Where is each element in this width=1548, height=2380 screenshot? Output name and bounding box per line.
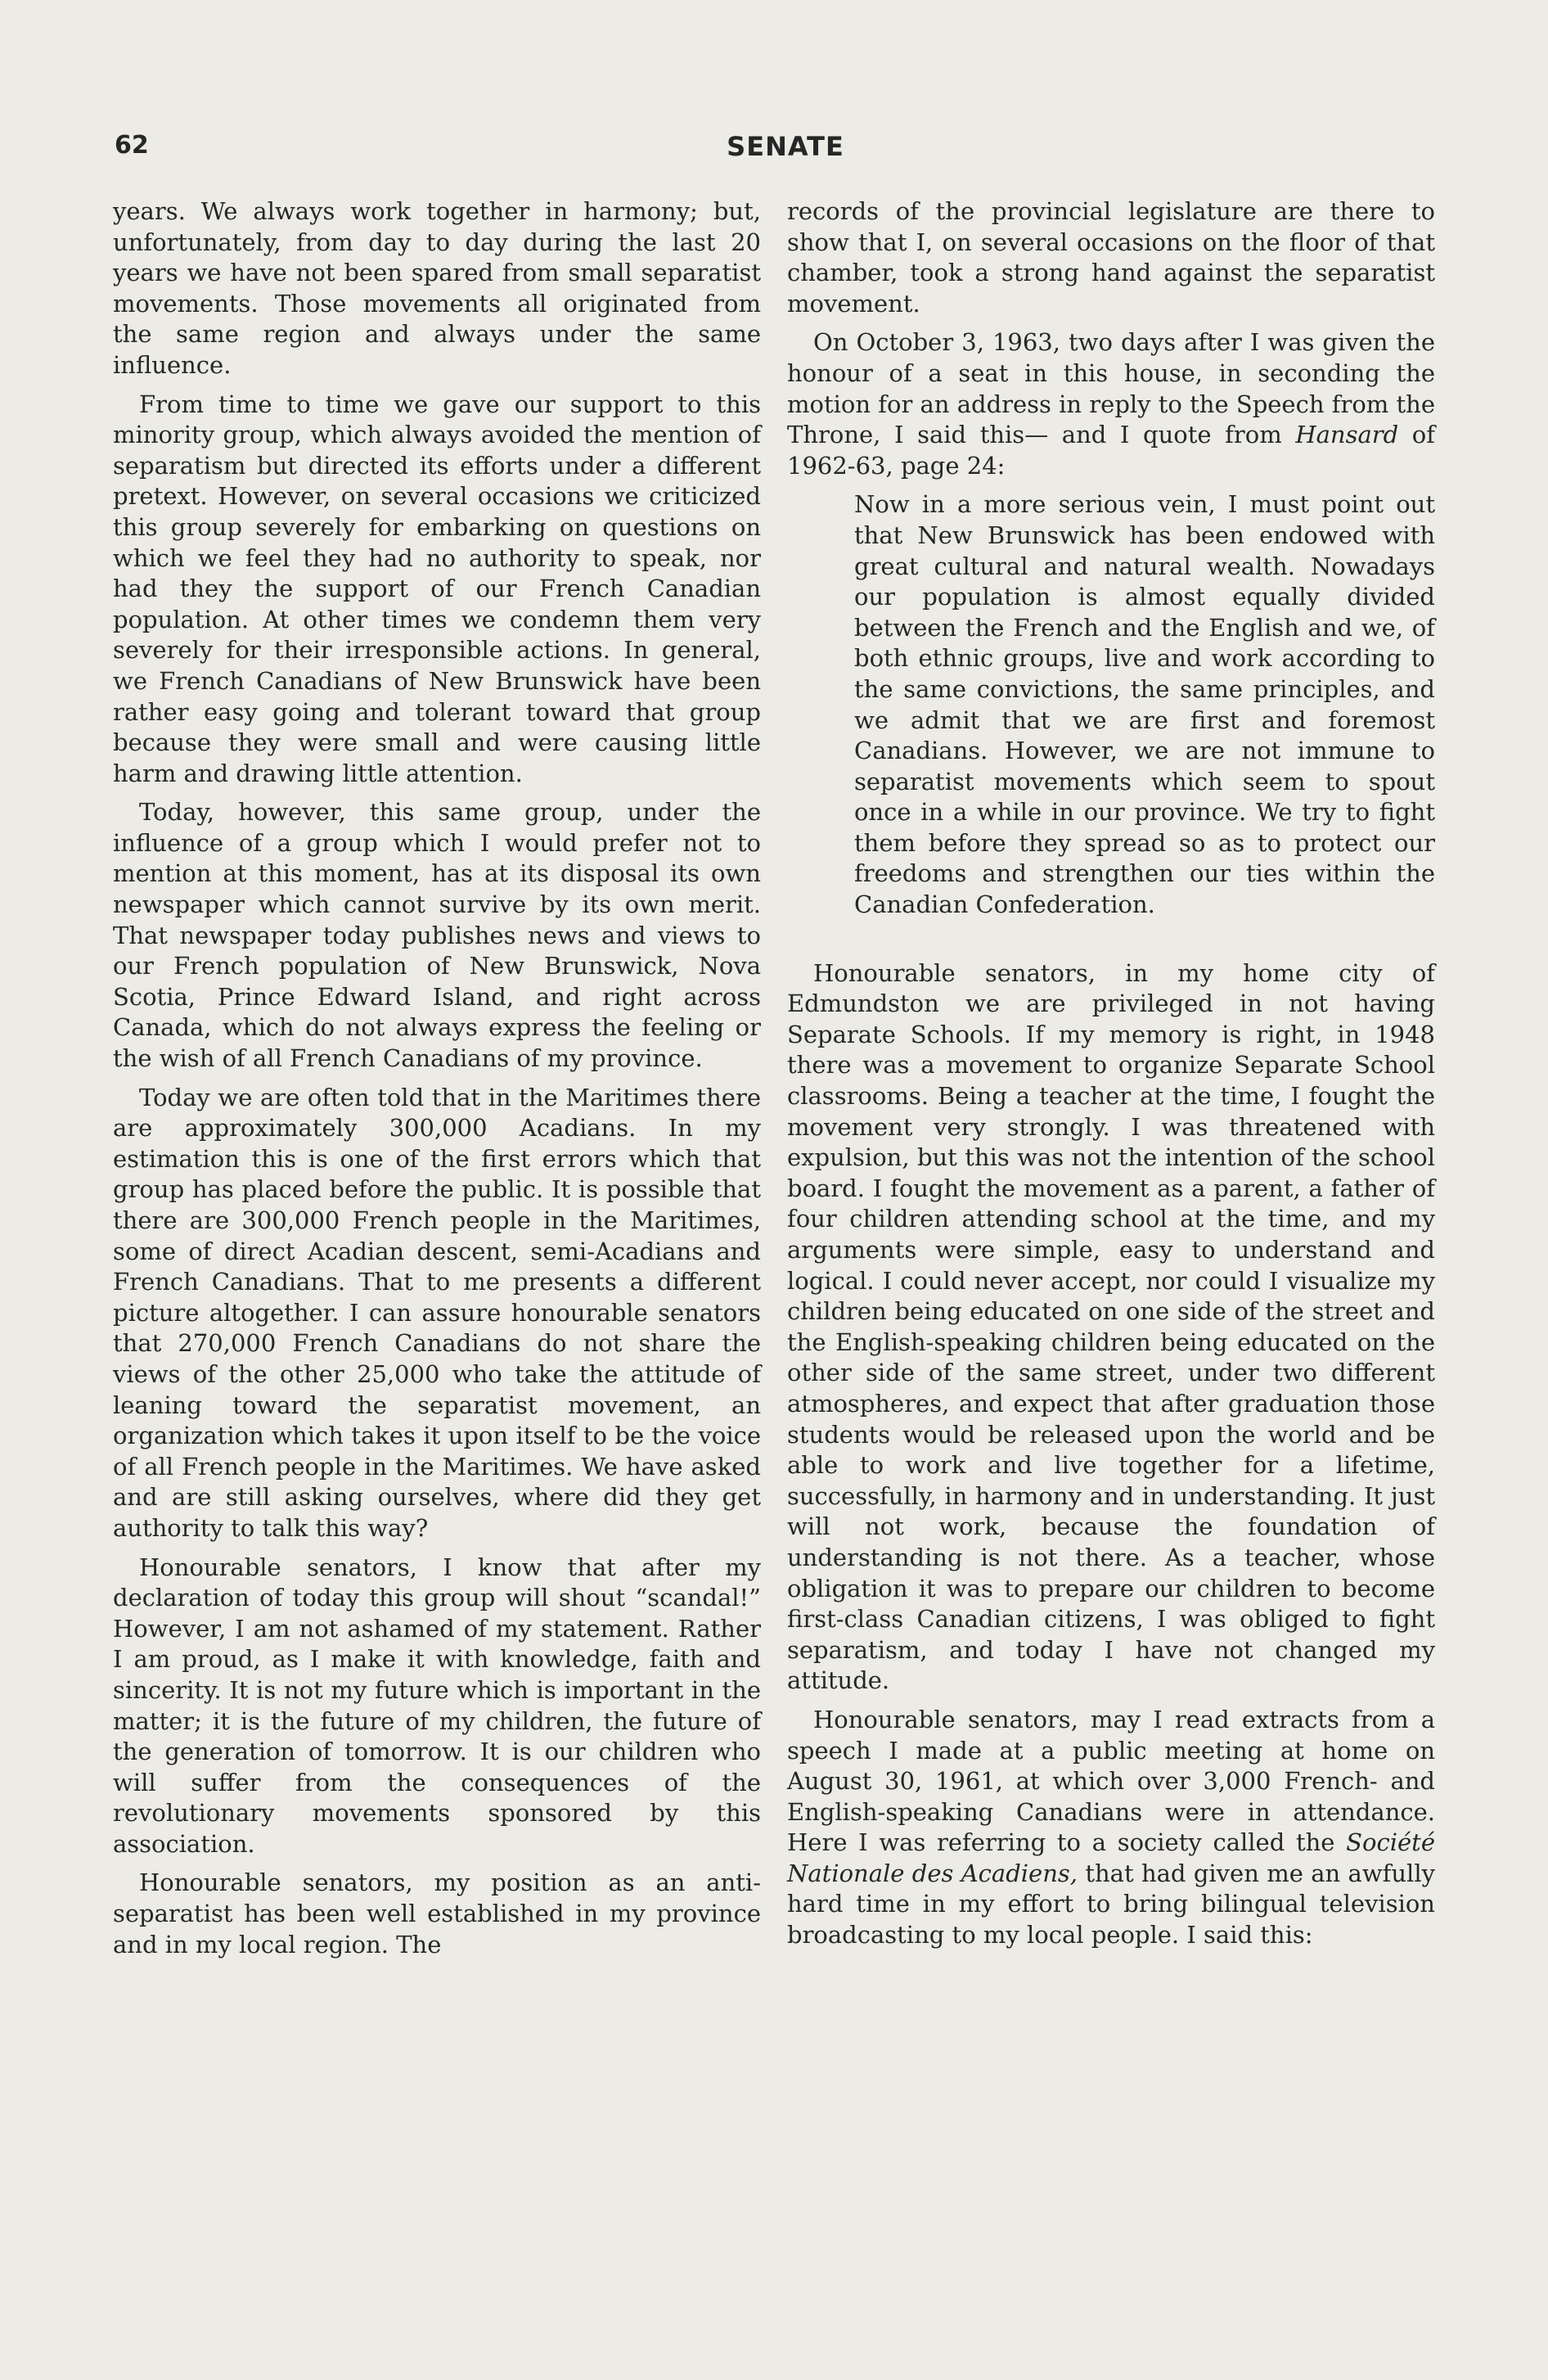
text-run: Honourable senators, may I read extracts from a speech I made at a public meeting at home on August 30, 1961, at which over 3,000 French- and English-speaking Canadians were in attendance. Here I was referring to a society called the	[787, 1705, 1435, 1857]
paragraph: Today, however, this same group, under the influence of a group which I would prefer not to mention at this moment, has at its disposal its own newspaper which cannot survive by its own merit. That newspaper today publishes news and views to our French population of New Brunswick, Nova Scotia, Prince Edward Island, and right across Canada, which do not always express the feeling or the wish of all French Canadians of my province.	[113, 798, 761, 1073]
paragraph: Honourable senators, I know that after my declaration of today this group will shout “scandal!” However, I am not ashamed of my statement. Rather I am proud, as I make it with knowledge, faith and sincerity. It is not my future which is important in the matter; it is the future of my children, the future of the generation of tomorrow. It is our children who will suffer from the consequences of the revolutionary movements sponsored by this association.	[113, 1553, 761, 1858]
block-quote: Now in a more serious vein, I must point out that New Brunswick has been endowed with great cultural and natural wealth. Nowadays our population is almost equally divided between the French and the English and we, of both ethnic groups, live and work according to the same convictions, the same principles, and we admit that we are first and foremost Canadians. However, we are not immune to separatist movements which seem to spout once in a while in our province. We try to fight them before they spread so as to protect our freedoms and strengthen our ties within the Canadian Confederation.	[854, 490, 1435, 919]
paragraph: Honourable senators, in my home city of Edmundston we are privileged in not having Separate Schools. If my memory is right, in 1948 there was a movement to organize Separate School classrooms. Being a teacher at the time, I fought the movement very strongly. I was threatened with expulsion, but this was not the intention of the school board. I fought the movement as a parent, a father of four children attending school at the time, and my arguments were simple, easy to understand and logical. I could never accept, nor could I visualize my children being educated on one side of the street and the English-speaking children being educated on the other side of the same street, under two different atmospheres, and expect that after graduation those students would be released upon the world and be able to work and live together for a lifetime, successfully, in harmony and in understanding. It just will not work, because the foundation of understanding is not there. As a teacher, whose obligation it was to prepare our children to become first-class Canadian citizens, I was obliged to fight separatism, and today I have not changed my attitude.	[787, 958, 1435, 1695]
paragraph: Today we are often told that in the Maritimes there are approximately 300,000 Acadians. In my estimation this is one of the first errors which that group has placed before the public. It is possible that there are 300,000 French people in the Maritimes, some of direct Acadian descent, semi-Acadians and French Canadians. That to me presents a different picture altogether. I can assure honourable senators that 270,000 French Canadians do not share the views of the other 25,000 who take the attitude of leaning toward the separatist movement, an organization which takes it upon itself to be the voice of all French people in the Maritimes. We have asked and are still asking ourselves, where did they get authority to talk this way?	[113, 1083, 761, 1542]
paragraph: Honourable senators, my position as an anti-separatist has been well established in my province and in my local region. The	[113, 1868, 761, 1959]
italic-society-name: Société Nationale des Acadiens,	[787, 1828, 1435, 1887]
paragraph: From time to time we gave our support to this minority group, which always avoided the mention of separatism but directed its efforts under a different pretext. However, on several occasions we criticized this group severely for embarking on questions on which we feel they had no authority to speak, nor had they the support of our French Canadian population. At other times we condemn them very severely for their irresponsible actions. In general, we French Canadians of New Brunswick have been rather easy going and tolerant toward that group because they were small and were causing little harm and drawing little attention.	[113, 390, 761, 787]
text-run: On October 3, 1963, two days after I was given the honour of a seat in this house, in seconding the motion for an address in reply to the Speech from the Throne, I said this— and I quote from	[787, 328, 1435, 449]
paragraph: records of the provincial legislature are there to show that I, on several occasions on the floor of that chamber, took a strong hand against the separatist movement.	[787, 197, 1435, 318]
right-column	[787, 196, 1435, 1959]
left-column	[113, 196, 761, 1968]
paragraph: years. We always work together in harmony; but, unfortunately, from day to day during the last 20 years we have not been spared from small separatist movements. Those movements all originated from the same region and always under the same influence.	[113, 197, 761, 379]
paragraph	[787, 1705, 1435, 1951]
page-header	[115, 131, 1456, 172]
page-title: SENATE	[727, 131, 844, 162]
italic-hansard: Hansard	[1295, 421, 1399, 449]
text-run: of 1962-63, page 24:	[787, 421, 1435, 480]
paragraph	[787, 327, 1435, 481]
text-run: that had given me an awfully hard time in my effort to bring bilingual television broadcasting to my local people. I said this:	[787, 1859, 1435, 1950]
page-number: 62	[115, 131, 149, 160]
